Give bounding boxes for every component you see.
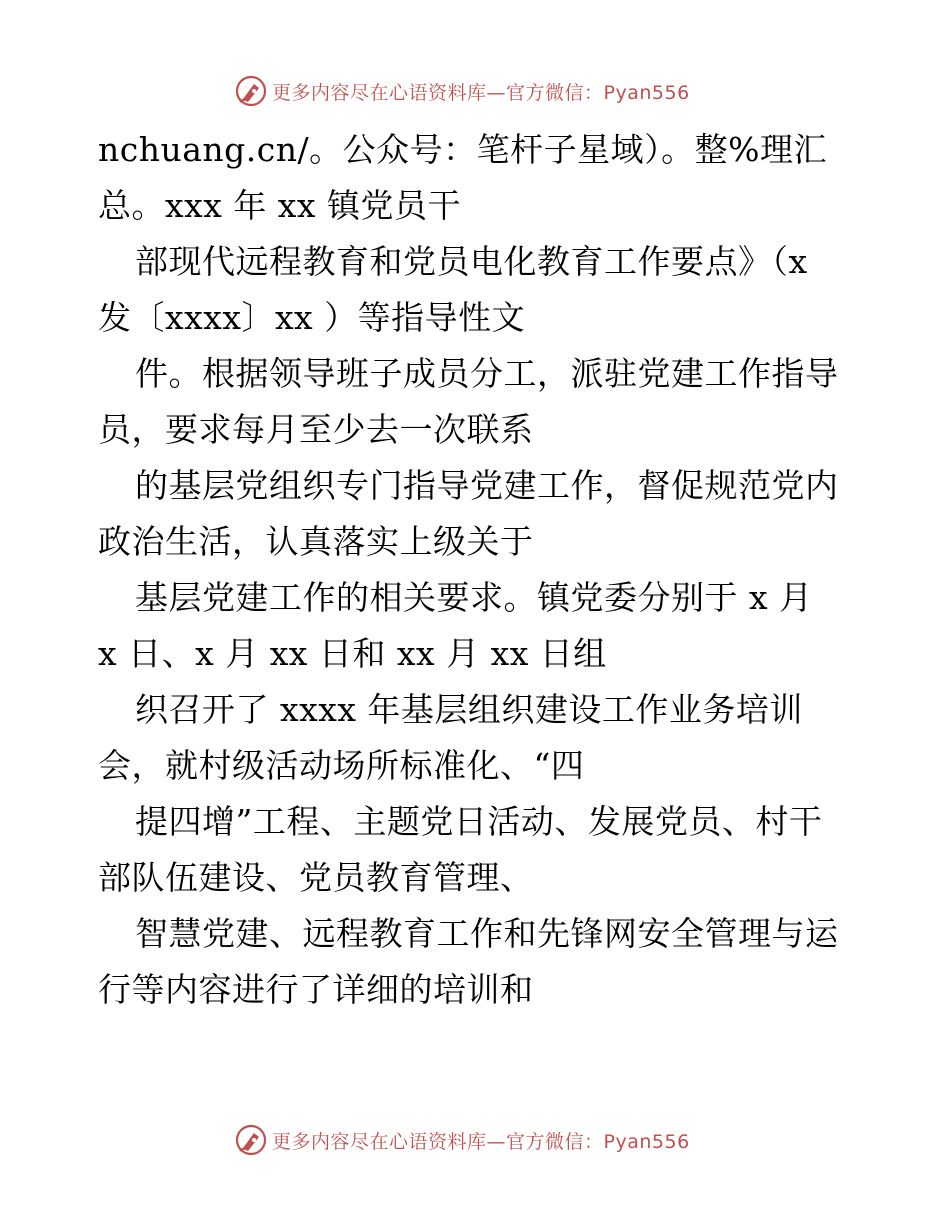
pen-nib-logo-icon xyxy=(234,74,268,108)
body-line: 部队伍建设、党员教育管理、 xyxy=(98,858,534,897)
body-line: 会，就村级活动场所标准化、“四 xyxy=(98,746,585,785)
body-line: 总。xxx 年 xx 镇党员干 xyxy=(98,186,462,225)
body-line: 的基层党组织专门指导党建工作，督促规范党内 xyxy=(135,466,839,505)
header-banner-text: 更多内容尽在心语资料库—官方微信：Pyan556 xyxy=(272,81,690,104)
body-line: 基层党建工作的相关要求。镇党委分别于 x 月 xyxy=(135,578,813,617)
header-banner xyxy=(234,72,690,110)
body-line: 部现代远程教育和党员电化教育工作要点》（x xyxy=(135,242,808,281)
body-line: 员，要求每月至少去一次联系 xyxy=(98,410,534,449)
document-body xyxy=(98,122,868,1018)
pen-nib-logo-icon xyxy=(234,1123,268,1157)
body-line: nchuang.cn/。公众号：笔杆子星域）。整%理汇 xyxy=(98,130,827,169)
footer-banner xyxy=(234,1121,690,1159)
body-line: 智慧党建、远程教育工作和先锋网安全管理与运 xyxy=(135,914,839,953)
footer-banner-text: 更多内容尽在心语资料库—官方微信：Pyan556 xyxy=(272,1130,690,1153)
body-line: x 日、x 月 xx 日和 xx 月 xx 日组 xyxy=(98,634,607,673)
body-line: 提四增”工程、主题党日活动、发展党员、村干 xyxy=(135,802,823,841)
body-line: 发〔xxxx〕xx ）等指导性文 xyxy=(98,298,526,337)
body-line: 政治生活，认真落实上级关于 xyxy=(98,522,534,561)
body-line: 织召开了 xxxx 年基层组织建设工作业务培训 xyxy=(135,690,803,729)
body-line: 件。根据领导班子成员分工，派驻党建工作指导 xyxy=(135,354,839,393)
body-line: 行等内容进行了详细的培训和 xyxy=(98,970,534,1009)
